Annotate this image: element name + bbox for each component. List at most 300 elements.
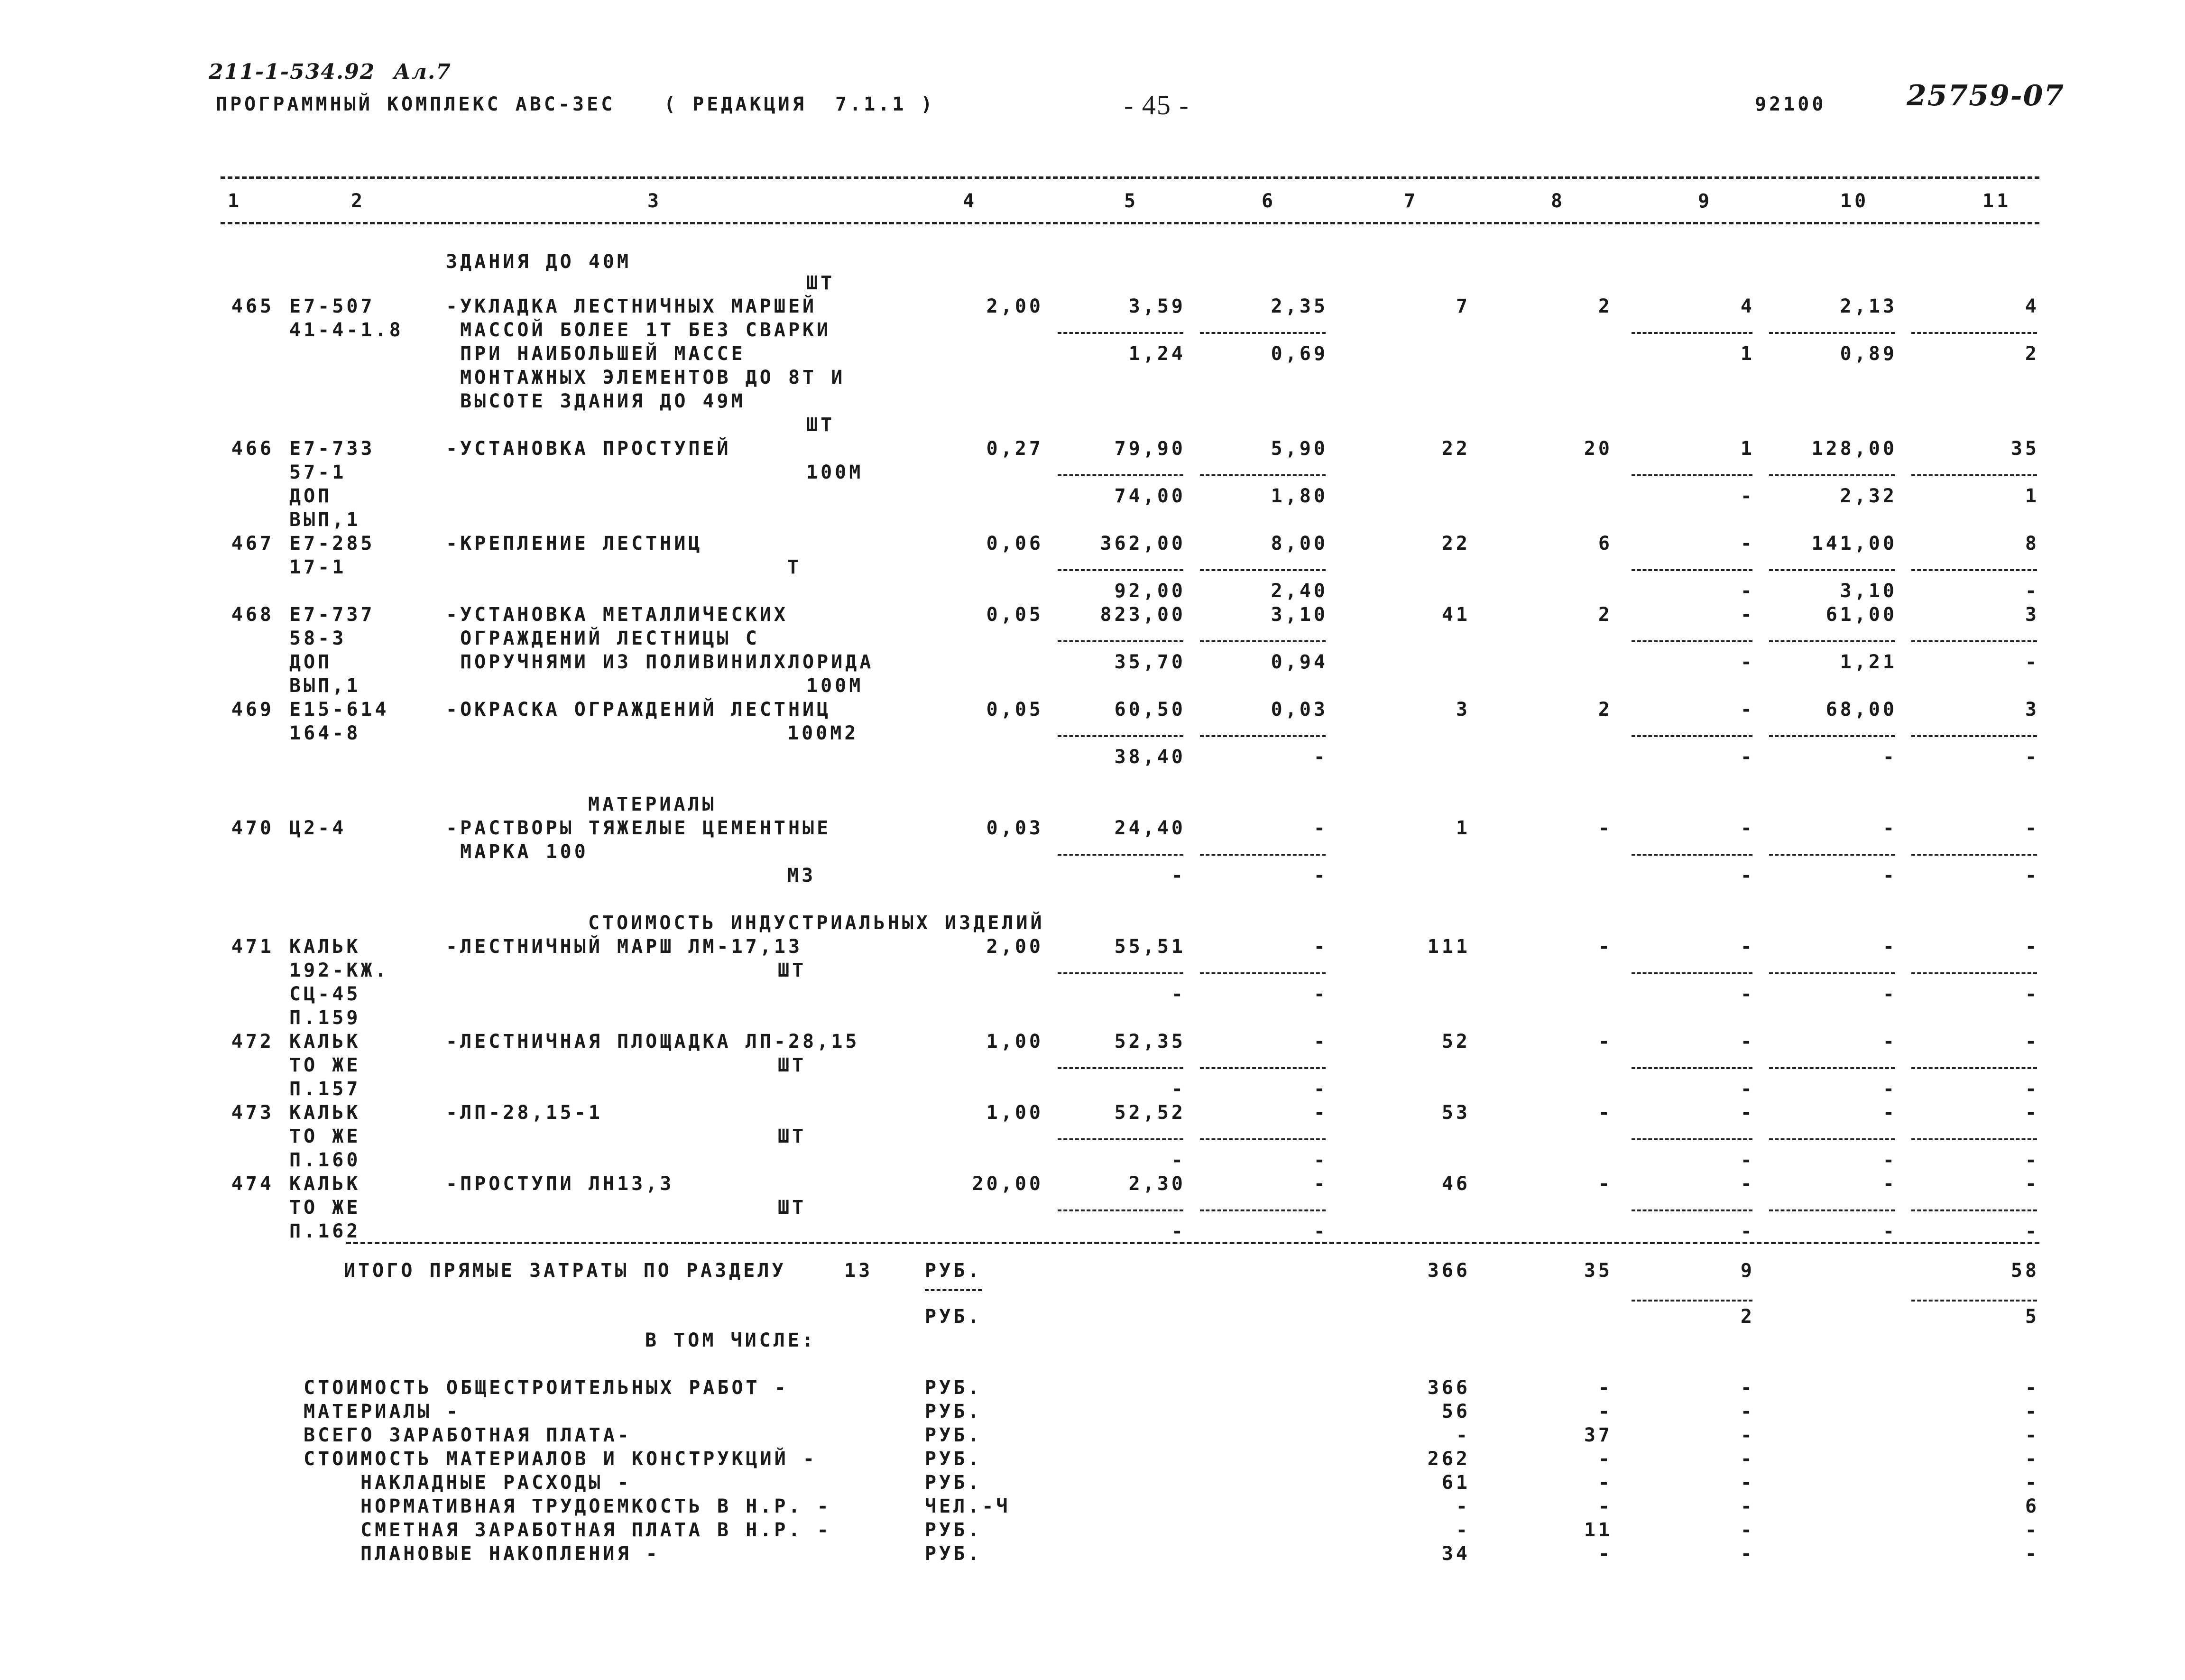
column-header-5: 5: [1124, 190, 1139, 212]
cell-c3: -РАСТВОРЫ ТЯЖЕЛЫЕ ЦЕМЕНТНЫЕ: [446, 817, 831, 839]
cell-c2: СЦ-45: [289, 983, 361, 1005]
unit-label: ШТ: [778, 960, 807, 981]
cell-c3: -УСТАНОВКА ПРОСТУПЕЙ: [446, 438, 731, 460]
cell-c10: -: [1882, 983, 1897, 1005]
summary-c11: -: [2025, 1448, 2039, 1470]
cell-c5: -: [1171, 865, 1186, 886]
column-header-11: 11: [1982, 190, 2011, 212]
cell-c4: 2,00: [986, 295, 1043, 317]
summary-c9: -: [1740, 1401, 1755, 1422]
unit-label: ШТ: [806, 414, 835, 436]
cell-c9: 1: [1740, 343, 1755, 365]
dash-c6: [1200, 1209, 1326, 1211]
column-header-8: 8: [1551, 190, 1566, 212]
cell-c2: 58-3: [289, 628, 347, 649]
cell-c3: МОНТАЖНЫХ ЭЛЕМЕНТОВ ДО 8Т И: [446, 367, 846, 388]
dash-c9: [1632, 735, 1752, 737]
cell-c10: -: [1882, 746, 1897, 768]
dash-c5: [1058, 474, 1183, 476]
cell-c9: -: [1740, 817, 1755, 839]
cell-c1: 472: [231, 1031, 274, 1052]
cell-c1: 473: [231, 1102, 274, 1124]
dash-c5: [1058, 332, 1183, 334]
summary-label: НАКЛАДНЫЕ РАСХОДЫ -: [360, 1472, 632, 1494]
cell-c2: ДОП: [289, 651, 332, 673]
dash-c6: [1200, 854, 1326, 856]
cell-c9: -: [1740, 1149, 1755, 1171]
summary-c7: 56: [1441, 1401, 1470, 1422]
cell-c7: 111: [1427, 936, 1470, 958]
cell-c9: -: [1740, 746, 1755, 768]
dash-c11: [1911, 1138, 2037, 1140]
cell-c1: 468: [231, 604, 274, 626]
dash-c6: [1200, 1067, 1326, 1069]
dash-c10: [1769, 854, 1895, 856]
dash-c10: [1769, 735, 1895, 737]
summary-c7: 366: [1427, 1377, 1470, 1399]
cell-c9: -: [1740, 1078, 1755, 1100]
cell-c1: 466: [231, 438, 274, 460]
cell-c7: 41: [1441, 604, 1470, 626]
cell-c1: 470: [231, 817, 274, 839]
summary-c11: -: [2025, 1401, 2039, 1422]
cell-c11: 35: [2010, 438, 2039, 460]
column-header-7: 7: [1404, 190, 1419, 212]
cell-c1: 471: [231, 936, 274, 958]
cell-c4: 20,00: [972, 1173, 1043, 1195]
cell-c10: -: [1882, 1102, 1897, 1124]
cell-c2: ТО ЖЕ: [289, 1126, 361, 1147]
dash-c11: [1911, 474, 2037, 476]
dash-c6: [1200, 1138, 1326, 1140]
summary-c9: -: [1740, 1472, 1755, 1494]
cell-c11: 1: [2025, 485, 2039, 507]
cell-c1: 474: [231, 1173, 274, 1195]
cell-c2: 192-КЖ.: [289, 960, 389, 981]
unit-label: 100М: [806, 462, 864, 483]
cell-c5: 35,70: [1114, 651, 1186, 673]
cell-c11: 2: [2025, 343, 2039, 365]
cell-c11: -: [2025, 580, 2039, 602]
summary-c7: 61: [1441, 1472, 1470, 1494]
dash-c9: [1632, 1067, 1752, 1069]
cell-c8: -: [1598, 1031, 1613, 1052]
unit-label: М3: [787, 865, 816, 886]
summary-c8: 37: [1584, 1424, 1613, 1446]
summary-unit: РУБ.: [925, 1401, 982, 1422]
unit-label: Т: [787, 556, 802, 578]
cell-c2: Ц2-4: [289, 817, 347, 839]
cell-c2: ВЫП,1: [289, 675, 361, 697]
cell-c11: -: [2025, 746, 2039, 768]
cell-c9: -: [1740, 651, 1755, 673]
cell-c4: 0,03: [986, 817, 1043, 839]
cell-c10: 61,00: [1825, 604, 1897, 626]
cell-c9: -: [1740, 485, 1755, 507]
column-header-10: 10: [1840, 190, 1869, 212]
cell-c3: -ОКРАСКА ОГРАЖДЕНИЙ ЛЕСТНИЦ: [446, 699, 831, 720]
cell-c4: 1,00: [986, 1102, 1043, 1124]
cell-c3: -ЛП-28,15-1: [446, 1102, 603, 1124]
cell-c8: 2: [1598, 699, 1613, 720]
cell-c5: 60,50: [1114, 699, 1186, 720]
cell-c8: -: [1598, 936, 1613, 958]
cell-c2: Е7-733: [289, 438, 375, 460]
column-header-4: 4: [963, 190, 977, 212]
summary-c9: -: [1740, 1519, 1755, 1541]
summary-c9: -: [1740, 1495, 1755, 1517]
summary-unit: РУБ.: [925, 1448, 982, 1470]
cell-c9: -: [1740, 699, 1755, 720]
cell-c9: -: [1740, 1102, 1755, 1124]
dash-c9: [1632, 854, 1752, 856]
cell-c3: МАССОЙ БОЛЕЕ 1Т БЕЗ СВАРКИ: [446, 319, 831, 341]
summary-c8: -: [1598, 1401, 1613, 1422]
section-rule: [346, 1242, 2039, 1244]
dash-c5: [1058, 854, 1183, 856]
cell-c2: КАЛЬК: [289, 1173, 361, 1195]
cell-c9: 1: [1740, 438, 1755, 460]
summary-c9: -: [1740, 1377, 1755, 1399]
cell-c2: ТО ЖЕ: [289, 1054, 361, 1076]
dash-c11: [1911, 569, 2037, 571]
cell-c2: Е15-614: [289, 699, 389, 720]
cell-c10: 2,32: [1840, 485, 1897, 507]
summary-c7: -: [1456, 1519, 1470, 1541]
dash-c10: [1769, 1209, 1895, 1211]
cell-c2: Е7-285: [289, 533, 375, 554]
cell-c10: -: [1882, 1173, 1897, 1195]
cell-c10: 68,00: [1825, 699, 1897, 720]
dash-c6: [1200, 735, 1326, 737]
summary-c9: -: [1740, 1424, 1755, 1446]
column-header-3: 3: [647, 190, 662, 212]
summary-unit: РУБ.: [925, 1472, 982, 1494]
cell-c11: -: [2025, 1102, 2039, 1124]
cell-c7: 53: [1441, 1102, 1470, 1124]
dash-c10: [1769, 1138, 1895, 1140]
cell-c3: ПРИ НАИБОЛЬШЕЙ МАССЕ: [446, 343, 746, 365]
cell-c3: ОГРАЖДЕНИЙ ЛЕСТНИЦЫ С: [446, 628, 760, 649]
summary-c8: -: [1598, 1495, 1613, 1517]
cell-c9: -: [1740, 1031, 1755, 1052]
cell-c5: 38,40: [1114, 746, 1186, 768]
total-c11: 5: [2025, 1306, 2039, 1328]
dash-c9: [1632, 474, 1752, 476]
summary-label: ВСЕГО ЗАРАБОТНАЯ ПЛАТА-: [304, 1424, 632, 1446]
column-header-1: 1: [228, 190, 242, 212]
code-92100: 92100: [1755, 93, 1826, 115]
summary-label: МАТЕРИАЛЫ -: [304, 1401, 461, 1422]
summary-c8: -: [1598, 1543, 1613, 1565]
cell-c11: -: [2025, 1031, 2039, 1052]
cell-c10: -: [1882, 936, 1897, 958]
cell-c3: -КРЕПЛЕНИЕ ЛЕСТНИЦ: [446, 533, 703, 554]
cell-c9: -: [1740, 983, 1755, 1005]
dash-c5: [1058, 1209, 1183, 1211]
summary-unit: РУБ.: [925, 1377, 982, 1399]
cell-c3: -ПРОСТУПИ ЛН13,3: [446, 1173, 674, 1195]
summary-label: ПЛАНОВЫЕ НАКОПЛЕНИЯ -: [360, 1543, 660, 1565]
cell-c10: 3,10: [1840, 580, 1897, 602]
cell-c9: 4: [1740, 295, 1755, 317]
cell-c10: -: [1882, 1149, 1897, 1171]
summary-c9: -: [1740, 1543, 1755, 1565]
cell-c10: 1,21: [1840, 651, 1897, 673]
dash-c11: [1911, 1300, 2037, 1302]
summary-c7: 262: [1427, 1448, 1470, 1470]
unit-label: ШТ: [778, 1197, 807, 1218]
cell-c2: Е7-737: [289, 604, 375, 626]
cell-c5: 3,59: [1128, 295, 1186, 317]
summary-c7: -: [1456, 1424, 1470, 1446]
cell-c3: ВЫСОТЕ ЗДАНИЯ ДО 49М: [446, 390, 746, 412]
cell-c6: -: [1313, 746, 1328, 768]
dash-c5: [1058, 1067, 1183, 1069]
totals-unit: РУБ.: [925, 1260, 982, 1282]
cell-c2: П.157: [289, 1078, 361, 1100]
including-label: В ТОМ ЧИСЛЕ:: [645, 1329, 816, 1351]
unit-label: 100М: [806, 675, 864, 697]
register-code: 25759-07: [1907, 79, 2065, 112]
cell-c6: -: [1313, 817, 1328, 839]
dash-c10: [1769, 640, 1895, 642]
unit-label: ШТ: [806, 272, 835, 294]
summary-c7: -: [1456, 1495, 1470, 1517]
cell-c6: -: [1313, 1173, 1328, 1195]
cell-c3: МАРКА 100: [446, 841, 589, 863]
cell-c5: 1,24: [1128, 343, 1186, 365]
dash-c11: [1911, 640, 2037, 642]
totals-section-number: 13: [844, 1260, 873, 1282]
program-title: ПРОГРАММНЫЙ КОМПЛЕКС АВС-3ЕС: [216, 93, 616, 115]
cell-c10: -: [1882, 865, 1897, 886]
cell-c3: -ЛЕСТНИЧНАЯ ПЛОЩАДКА ЛП-28,15: [446, 1031, 860, 1052]
dash-c9: [1632, 332, 1752, 334]
dash-c10: [1769, 332, 1895, 334]
cell-c5: 92,00: [1114, 580, 1186, 602]
summary-c8: 11: [1584, 1519, 1613, 1541]
cell-c10: 141,00: [1811, 533, 1897, 554]
summary-c11: 6: [2025, 1495, 2039, 1517]
cell-c1: 469: [231, 699, 274, 720]
dash-c5: [1058, 1138, 1183, 1140]
cell-c6: -: [1313, 983, 1328, 1005]
summary-unit: РУБ.: [925, 1543, 982, 1565]
cell-c5: 52,35: [1114, 1031, 1186, 1052]
cell-c5: 2,30: [1128, 1173, 1186, 1195]
cell-c6: -: [1313, 1078, 1328, 1100]
total-c11: 58: [2010, 1260, 2039, 1282]
cell-c5: -: [1171, 1078, 1186, 1100]
dash-c6: [1200, 332, 1326, 334]
dash-c6: [1200, 569, 1326, 571]
cell-c11: -: [2025, 1078, 2039, 1100]
cell-c10: 2,13: [1840, 295, 1897, 317]
summary-label: НОРМАТИВНАЯ ТРУДОЕМКОСТЬ В Н.Р. -: [360, 1495, 831, 1517]
cell-c5: -: [1171, 1220, 1186, 1242]
cell-c11: 3: [2025, 699, 2039, 720]
cell-c2: КАЛЬК: [289, 1031, 361, 1052]
cell-c2: ДОП: [289, 485, 332, 507]
cell-c3: -УСТАНОВКА МЕТАЛЛИЧЕСКИХ: [446, 604, 788, 626]
summary-label: СМЕТНАЯ ЗАРАБОТНАЯ ПЛАТА В Н.Р. -: [360, 1519, 831, 1541]
cell-c6: 3,10: [1271, 604, 1328, 626]
cell-c5: -: [1171, 1149, 1186, 1171]
header-rule-bottom: [221, 222, 2039, 224]
cell-c6: -: [1313, 1102, 1328, 1124]
dash-c11: [1911, 1067, 2037, 1069]
cell-c8: 2: [1598, 295, 1613, 317]
dash-c9: [1632, 1300, 1752, 1302]
section-title: МАТЕРИАЛЫ: [588, 794, 717, 815]
cell-c9: -: [1740, 604, 1755, 626]
cell-c7: 3: [1456, 699, 1470, 720]
cell-c6: 0,69: [1271, 343, 1328, 365]
dash-c11: [1911, 735, 2037, 737]
cell-c9: -: [1740, 533, 1755, 554]
total-c9: 2: [1740, 1306, 1755, 1328]
cell-c3: ПОРУЧНЯМИ ИЗ ПОЛИВИНИЛХЛОРИДА: [446, 651, 874, 673]
cell-c2: П.162: [289, 1220, 361, 1242]
cell-c4: 0,05: [986, 604, 1043, 626]
cell-c10: -: [1882, 817, 1897, 839]
cell-c2: 164-8: [289, 722, 361, 744]
cell-c9: -: [1740, 936, 1755, 958]
cell-c5: 79,90: [1114, 438, 1186, 460]
album-label: Ал.7: [394, 60, 452, 84]
cell-c5: 362,00: [1100, 533, 1186, 554]
cell-c8: 20: [1584, 438, 1613, 460]
summary-c11: -: [2025, 1519, 2039, 1541]
cell-c6: 1,80: [1271, 485, 1328, 507]
cell-c7: 46: [1441, 1173, 1470, 1195]
cell-c6: -: [1313, 1149, 1328, 1171]
dash-c11: [1911, 854, 2037, 856]
unit-label: ШТ: [778, 1126, 807, 1147]
summary-c8: -: [1598, 1472, 1613, 1494]
cell-c6: 2,35: [1271, 295, 1328, 317]
cell-c11: -: [2025, 1173, 2039, 1195]
cell-c11: -: [2025, 936, 2039, 958]
cell-c2: П.159: [289, 1007, 361, 1029]
dash-c6: [1200, 972, 1326, 974]
cell-c1: 467: [231, 533, 274, 554]
cell-c10: 128,00: [1811, 438, 1897, 460]
cell-c2: 17-1: [289, 556, 347, 578]
summary-c11: -: [2025, 1424, 2039, 1446]
totals-unit-2: РУБ.: [925, 1306, 982, 1328]
unit-label: ШТ: [778, 1054, 807, 1076]
dash-c9: [1632, 569, 1752, 571]
cell-c6: -: [1313, 1031, 1328, 1052]
dash-c10: [1769, 1067, 1895, 1069]
cell-c11: 8: [2025, 533, 2039, 554]
cell-c6: 2,40: [1271, 580, 1328, 602]
cell-c4: 2,00: [986, 936, 1043, 958]
cell-c3: -УКЛАДКА ЛЕСТНИЧНЫХ МАРШЕЙ: [446, 295, 817, 317]
cell-c2: ТО ЖЕ: [289, 1197, 361, 1218]
page-number: - 45 -: [1124, 90, 1189, 120]
cell-c6: 8,00: [1271, 533, 1328, 554]
cell-c10: -: [1882, 1220, 1897, 1242]
cell-c8: 6: [1598, 533, 1613, 554]
cell-c3: -ЛЕСТНИЧНЫЙ МАРШ ЛМ-17,13: [446, 936, 803, 958]
cell-c5: 823,00: [1100, 604, 1186, 626]
dash-c5: [1058, 735, 1183, 737]
cell-c2: КАЛЬК: [289, 1102, 361, 1124]
cell-c2: П.160: [289, 1149, 361, 1171]
column-header-6: 6: [1262, 190, 1276, 212]
cell-c9: -: [1740, 580, 1755, 602]
dash-c11: [1911, 972, 2037, 974]
cell-c4: 0,27: [986, 438, 1043, 460]
summary-unit: РУБ.: [925, 1519, 982, 1541]
total-c7: 366: [1427, 1260, 1470, 1282]
dash-c6: [1200, 474, 1326, 476]
cell-c11: -: [2025, 865, 2039, 886]
cell-c10: -: [1882, 1031, 1897, 1052]
cell-c10: -: [1882, 1078, 1897, 1100]
cell-c7: 52: [1441, 1031, 1470, 1052]
cell-c2: КАЛЬК: [289, 936, 361, 958]
dash-c5: [1058, 972, 1183, 974]
cell-c9: -: [1740, 865, 1755, 886]
cell-c5: 52,52: [1114, 1102, 1186, 1124]
cell-c11: -: [2025, 651, 2039, 673]
cell-c8: 2: [1598, 604, 1613, 626]
cell-c11: 3: [2025, 604, 2039, 626]
summary-c8: -: [1598, 1377, 1613, 1399]
cell-c11: -: [2025, 1220, 2039, 1242]
cell-c2: ВЫП,1: [289, 509, 361, 531]
cell-c2: 41-4-1.8: [289, 319, 404, 341]
cell-c11: -: [2025, 817, 2039, 839]
cell-c7: 22: [1441, 438, 1470, 460]
dash-c10: [1769, 569, 1895, 571]
doc-code: 211-1-534.92: [209, 60, 376, 84]
summary-c11: -: [2025, 1472, 2039, 1494]
cell-c7: 1: [1456, 817, 1470, 839]
cell-c5: -: [1171, 983, 1186, 1005]
cell-c11: -: [2025, 983, 2039, 1005]
cell-c6: -: [1313, 865, 1328, 886]
cell-c4: 0,06: [986, 533, 1043, 554]
cell-c7: 22: [1441, 533, 1470, 554]
cell-c6: -: [1313, 1220, 1328, 1242]
header-rule-top: [221, 176, 2039, 179]
cell-c11: 4: [2025, 295, 2039, 317]
summary-unit: ЧЕЛ.-Ч: [925, 1495, 1011, 1517]
column-header-9: 9: [1698, 190, 1713, 212]
cell-c8: -: [1598, 817, 1613, 839]
cell-c6: 0,94: [1271, 651, 1328, 673]
total-c8: 35: [1584, 1260, 1613, 1282]
dash-c9: [1632, 640, 1752, 642]
unit-dash: [925, 1289, 982, 1291]
cell-c4: 0,05: [986, 699, 1043, 720]
total-c9: 9: [1740, 1260, 1755, 1282]
cell-c1: 465: [231, 295, 274, 317]
summary-c11: -: [2025, 1543, 2039, 1565]
edition-label: ( РЕДАКЦИЯ 7.1.1 ): [664, 93, 935, 115]
dash-c10: [1769, 972, 1895, 974]
cell-c5: 55,51: [1114, 936, 1186, 958]
cell-c9: -: [1740, 1220, 1755, 1242]
cell-c5: 74,00: [1114, 485, 1186, 507]
dash-c9: [1632, 1209, 1752, 1211]
totals-label: ИТОГО ПРЯМЫЕ ЗАТРАТЫ ПО РАЗДЕЛУ: [344, 1260, 786, 1282]
